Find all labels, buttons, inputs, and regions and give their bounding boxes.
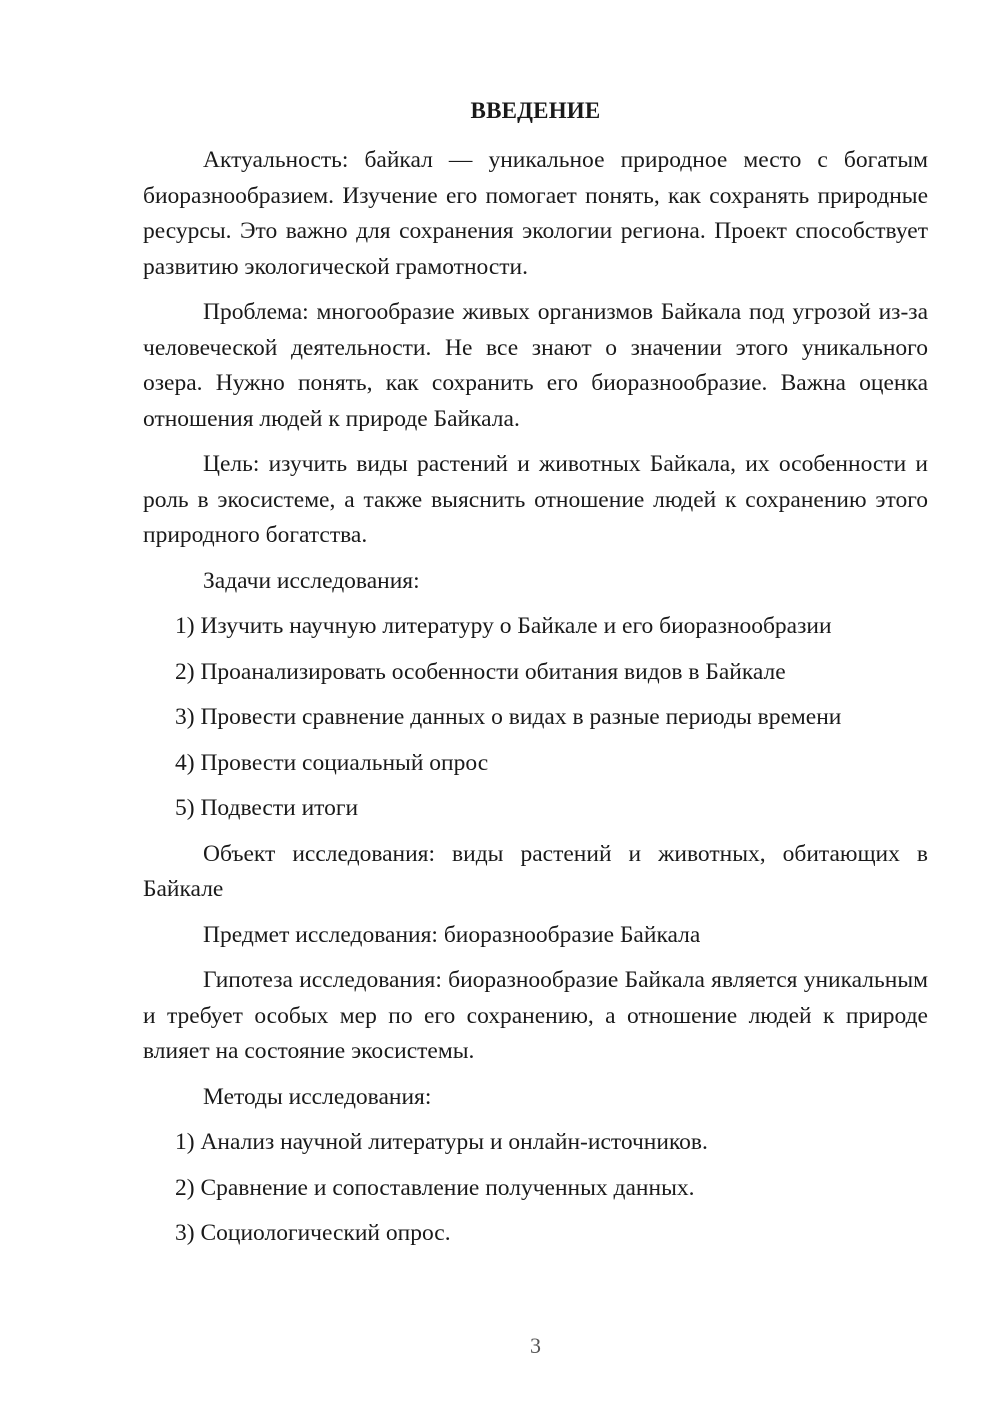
object-paragraph: Объект исследования: виды растений и животных, обитающих в Байкале [143,840,928,902]
document-body [143,143,928,1262]
task-item: 2) Проанализировать особенности обитания видов в Байкале [175,658,786,685]
task-item: 3) Провести сравнение данных о видах в разные периоды времени [175,704,842,730]
method-item: 3) Социологический опрос. [175,1220,451,1246]
method-item: 2) Сравнение и сопоставление полученных данных. [175,1174,695,1201]
methods-heading: Методы исследования: [203,1083,432,1110]
problem-paragraph: Проблема: многообразие живых организмов Байкала под угрозой из-за человеческой деятельности. Не все знают о значении этого уникального озера. Нужно понять, как сохранить его биоразнообразие. Важна оценка отношения людей к природе Байкала. [143,299,928,432]
hypothesis-paragraph: Гипотеза исследования: биоразнообразие Байкала является уникальным и требует особых мер по его сохранению, а отношение людей к природе влияет на состояние экосистемы. [143,967,928,1064]
relevance-paragraph: Актуальность: байкал — уникальное природное место с богатым биоразнообразием. Изучение его помогает понять, как сохранять природные ресурсы. Это важно для сохранения экологии региона. Проект способствует развитию экологической грамотности. [143,147,928,280]
task-item: 4) Провести социальный опрос [175,749,489,776]
task-item: 5) Подвести итоги [175,795,359,821]
document-page [143,0,928,1414]
task-item: 1) Изучить научную литературу о Байкале и его биоразнообразии [175,613,832,639]
subject-paragraph: Предмет исследования: биоразнообразие Байкала [203,921,701,948]
method-item: 1) Анализ научной литературы и онлайн-источников. [175,1129,708,1155]
tasks-heading: Задачи исследования: [203,567,420,594]
page-title: ВВЕДЕНИЕ [470,98,601,123]
page-number: 3 [530,1333,541,1358]
goal-paragraph: Цель: изучить виды растений и животных Байкала, их особенности и роль в экосистеме, а также выяснить отношение людей к сохранению этого природного богатства. [143,451,928,548]
